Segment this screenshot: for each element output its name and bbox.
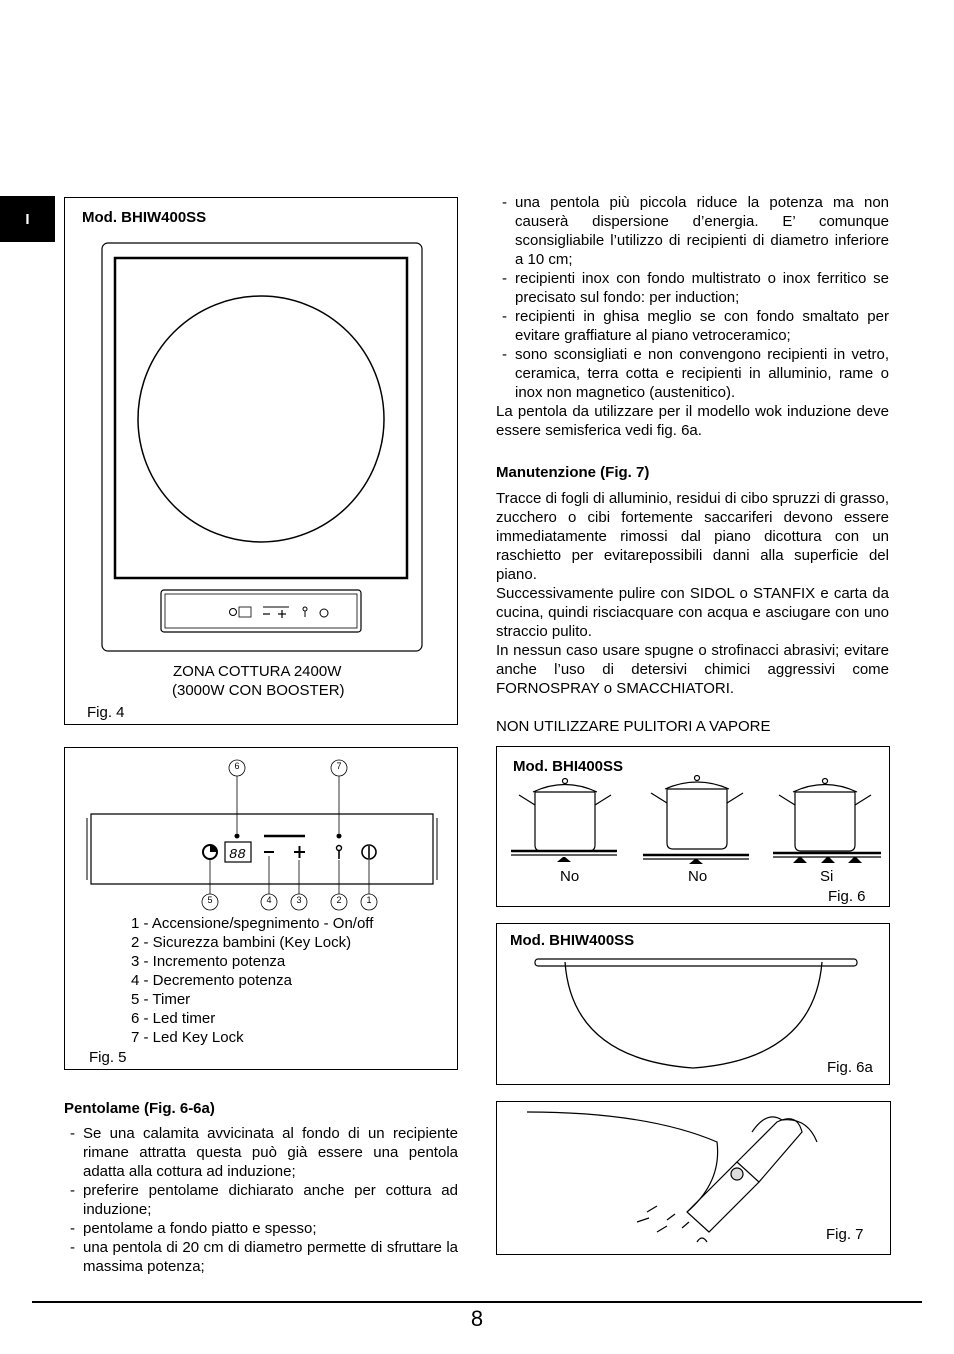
legend-item: 6 - Led timer [131, 1010, 216, 1027]
steam-warning: NON UTILIZZARE PULITORI A VAPORE [496, 718, 771, 735]
pentolame-list-right [496, 193, 889, 402]
legend-item: 1 - Accensione/spegnimento - On/off [131, 915, 374, 932]
fig6a-label: Fig. 6a [827, 1059, 873, 1076]
fig7-label: Fig. 7 [826, 1226, 864, 1243]
fig4-zone-caption-2: (3000W CON BOOSTER) [172, 682, 345, 699]
right-column-text [496, 193, 889, 736]
list-item: - sono sconsigliati e non convengono recipienti in vetro, ceramica, terra cotta e recipienti in alluminio, rame o inox non magnetico (austenitico). [496, 345, 889, 402]
fig6-model-title: Mod. BHI400SS [513, 758, 624, 775]
language-tab: I [0, 196, 55, 242]
list-item: - pentolame a fondo piatto e spesso; [64, 1219, 458, 1238]
svg-text:88: 88 [229, 847, 246, 863]
fig4-label: Fig. 4 [87, 704, 125, 721]
manutenzione-para-3: In nessun caso usare spugne o strofinacci abrasivi; evitare anche l’uso di detersivi chimici aggressivi come FORNOSPRAY o SMACCHIATORI. [496, 642, 889, 697]
fig6-caption-si: Si [820, 868, 834, 885]
fig6a-model-title: Mod. BHIW400SS [510, 932, 635, 949]
fig7-frame [496, 1101, 891, 1255]
fig5-legend [131, 914, 373, 1047]
list-item: - recipienti inox con fondo multistrato o inox ferritico se precisato sul fondo: per induction; [496, 269, 889, 307]
callout-6: 6 [234, 761, 240, 771]
pot-icon [511, 779, 617, 856]
fig4-frame [64, 197, 458, 725]
legend-item: 4 - Decremento potenza [131, 972, 292, 989]
callout-4: 4 [266, 895, 272, 905]
callout-2: 2 [336, 895, 342, 905]
fig4-model-title: Mod. BHIW400SS [82, 209, 207, 226]
legend-item: 3 - Incremento potenza [131, 953, 286, 970]
legend-item: 5 - Timer [131, 991, 191, 1008]
fig6a-frame [496, 923, 890, 1085]
callout-7: 7 [336, 761, 342, 771]
fig6-caption-no-1: No [560, 868, 580, 885]
page-number: 8 [470, 1306, 484, 1331]
list-item: - recipienti in ghisa meglio se con fondo smaltato per evitare graffiature al piano vetroceramico; [496, 307, 889, 345]
legend-item: 2 - Sicurezza bambini (Key Lock) [131, 934, 352, 951]
list-item: - una pentola di 20 cm di diametro permette di sfruttare la massima potenza; [64, 1238, 458, 1276]
hob-illustration [65, 198, 457, 724]
callout-5: 5 [207, 895, 213, 905]
fig5-frame [64, 747, 458, 1070]
fig6-label: Fig. 6 [828, 888, 866, 905]
callout-3: 3 [296, 895, 302, 905]
wok-note: La pentola da utilizzare per il modello wok induzione deve essere semisferica vedi fig. 6a. [496, 403, 889, 439]
pentolame-list-left [64, 1124, 458, 1276]
callout-1: 1 [366, 895, 372, 905]
footer-rule [32, 1301, 922, 1303]
list-item: - una pentola più piccola riduce la potenza ma non causerà dispersione d’energia. E’ comunque sconsigliabile l’utilizzo di recipienti di diametro inferiore a 10 cm; [496, 193, 889, 269]
fig5-label: Fig. 5 [89, 1049, 127, 1066]
fig4-zone-caption-1: ZONA COTTURA 2400W [173, 663, 342, 680]
pentolame-heading: Pentolame (Fig. 6-6a) [64, 1100, 215, 1117]
fig6-frame [496, 746, 890, 907]
manutenzione-para-1: Tracce di fogli di alluminio, residui di cibo spruzzi di grasso, zucchero o cibi fortemente saccariferi devono essere immediatamente rimossi dal piano dicottura con un raschietto per evitarepossibili danni alla superficie del piano. [496, 490, 889, 583]
pentolame-section [64, 1099, 458, 1276]
list-item: - Se una calamita avvicinata al fondo di un recipiente rimane attratta questa può già essere una pentola adatta alla cottura ad induzione; [64, 1124, 458, 1181]
manutenzione-para-2: Successivamente pulire con SIDOL o STANFIX e carta da cucina, quindi risciacquare con acqua e asciugare con uno straccio pulito. [496, 585, 889, 640]
fig6-caption-no-2: No [688, 868, 708, 885]
list-item: - preferire pentolame dichiarato anche per cottura ad induzione; [64, 1181, 458, 1219]
manutenzione-heading: Manutenzione (Fig. 7) [496, 464, 650, 481]
legend-item: 7 - Led Key Lock [131, 1029, 244, 1046]
